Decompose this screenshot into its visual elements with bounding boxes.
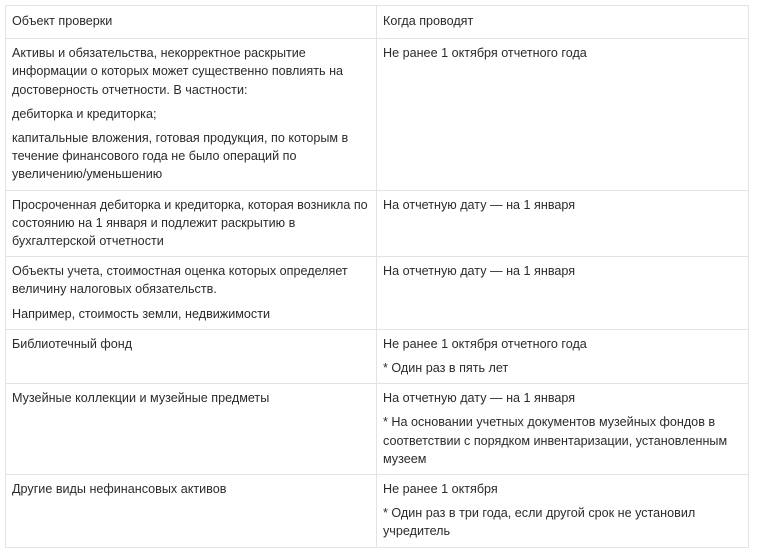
table-row	[6, 329, 749, 383]
table-row	[6, 190, 749, 257]
header-row	[6, 6, 749, 39]
object-text: Объекты учета, стоимостная оценка которых определяет величину налоговых обязательств.	[12, 264, 348, 297]
when-text: Не ранее 1 октября	[383, 482, 498, 497]
column-header-object: Объект проверки	[6, 6, 377, 39]
object-text: Музейные коллекции и музейные предметы	[12, 391, 270, 406]
inventory-table	[5, 5, 749, 548]
when-text: Не ранее 1 октября отчетного года	[383, 336, 587, 351]
object-text: дебиторка и кредиторка;	[12, 106, 157, 121]
object-text: Активы и обязательства, некорректное раскрытие информации о которых может существенно повлиять на достоверность отчетности. В частности:	[12, 46, 344, 97]
column-header-when: Когда проводят	[377, 6, 749, 39]
when-cell	[377, 384, 749, 475]
when-cell	[377, 39, 749, 190]
when-cell	[377, 257, 749, 330]
when-note: * На основании учетных документов музейных фондов в соответствии с порядком инвентаризации, установленным музеем	[383, 415, 728, 466]
object-text: капитальные вложения, готовая продукция, по которым в течение финансового года не было операций по увеличению/уменьшению	[12, 131, 349, 182]
table-row	[6, 384, 749, 475]
when-note: * Один раз в пять лет	[383, 361, 509, 376]
when-text: Не ранее 1 октября отчетного года	[383, 46, 587, 61]
table-row	[6, 257, 749, 330]
when-cell	[377, 475, 749, 548]
table-row	[6, 475, 749, 548]
when-text: На отчетную дату — на 1 января	[383, 197, 576, 212]
object-cell	[6, 475, 377, 548]
object-cell	[6, 384, 377, 475]
object-text: Библиотечный фонд	[12, 336, 133, 351]
object-cell	[6, 329, 377, 383]
when-cell	[377, 190, 749, 257]
table-row	[6, 39, 749, 190]
when-cell	[377, 329, 749, 383]
object-cell	[6, 190, 377, 257]
object-cell	[6, 257, 377, 330]
object-text: Просроченная дебиторка и кредиторка, которая возникла по состоянию на 1 января и подлежит раскрытию в бухгалтерской отчетности	[12, 197, 368, 249]
when-note: * Один раз в три года, если другой срок не установил учредитель	[383, 506, 696, 539]
when-text: На отчетную дату — на 1 января	[383, 264, 576, 279]
object-cell	[6, 39, 377, 190]
object-text: Например, стоимость земли, недвижимости	[12, 306, 271, 321]
when-text: На отчетную дату — на 1 января	[383, 391, 576, 406]
object-text: Другие виды нефинансовых активов	[12, 482, 227, 497]
